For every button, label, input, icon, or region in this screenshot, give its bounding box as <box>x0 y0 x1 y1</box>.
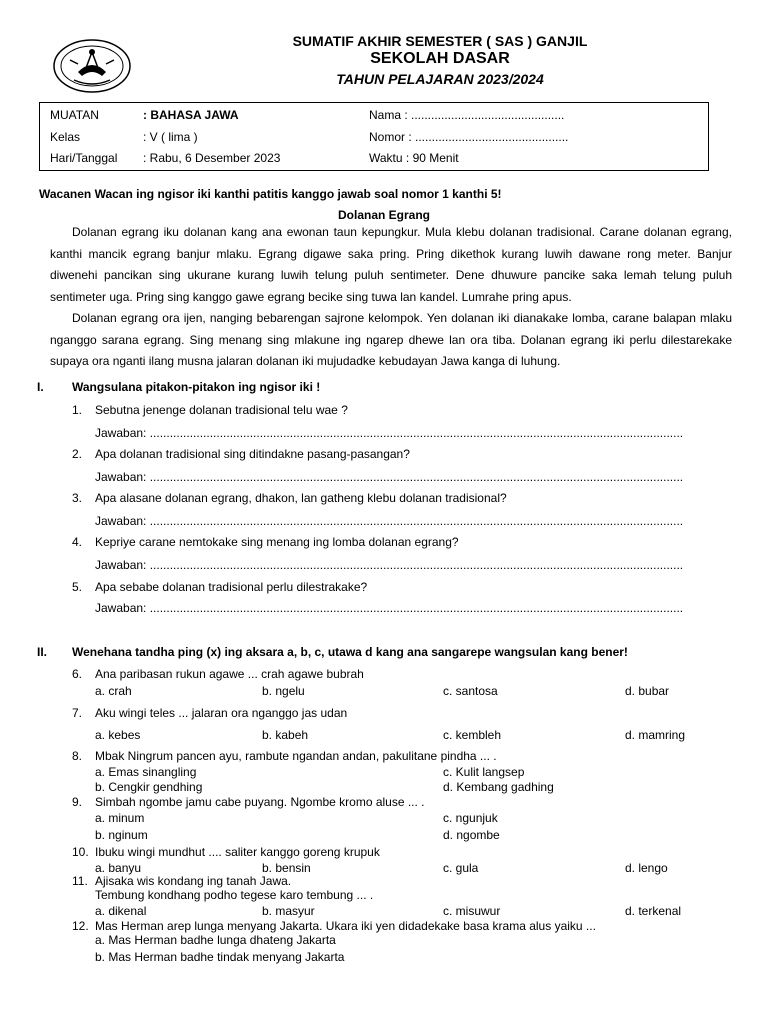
question-number: 10. <box>72 845 89 859</box>
question-text: Mbak Ningrum pancen ayu, rambute ngandan andan, pakulitane pindha ... . <box>95 749 497 763</box>
option-a[interactable]: a. crah <box>95 684 132 698</box>
question-text: Apa dolanan tradisional sing ditindakne pasang-pasangan? <box>95 447 410 461</box>
question-text: Sebutna jenenge dolanan tradisional telu wae ? <box>95 403 348 417</box>
answer-line[interactable]: Jawaban: ................................................................................................................................................................ <box>95 470 684 484</box>
question-text: Ibuku wingi mundhut .... saliter kanggo goreng krupuk <box>95 845 380 859</box>
section-1-number: I. <box>37 380 44 394</box>
answer-line[interactable]: Jawaban: ................................................................................................................................................................ <box>95 514 684 528</box>
question-text: Ajisaka wis kondang ing tanah Jawa. <box>95 874 292 888</box>
hari-label: Hari/Tanggal <box>50 151 118 165</box>
option-b[interactable]: b. nginum <box>95 828 148 842</box>
question-number: 6. <box>72 667 83 681</box>
option-b[interactable]: b. ngelu <box>262 684 305 698</box>
option-a[interactable]: a. Emas sinangling <box>95 765 197 779</box>
question-text: Apa sebabe dolanan tradisional perlu dilestrakake? <box>95 580 368 594</box>
hari-value: : Rabu, 6 Desember 2023 <box>143 151 281 165</box>
answer-line[interactable]: Jawaban: ................................................................................................................................................................ <box>95 558 684 572</box>
question-number: 1. <box>72 403 83 417</box>
nomor-field[interactable]: Nomor : .............................................. <box>369 130 569 144</box>
option-d[interactable]: d. ngombe <box>443 828 500 842</box>
reading-instruction: Wacanen Wacan ing ngisor iki kanthi patitis kanggo jawab soal nomor 1 kanthi 5! <box>39 187 502 201</box>
section-2-number: II. <box>37 645 48 659</box>
option-c[interactable]: c. Kulit langsep <box>443 765 525 779</box>
question-text: Aku wingi teles ... jalaran ora nganggo jas udan <box>95 706 348 720</box>
option-c[interactable]: c. misuwur <box>443 904 501 918</box>
reading-paragraph-1: Dolanan egrang iku dolanan kang ana ewonan taun kepungkur. Mula klebu dolanan tradisional. Carane dolanan egrang, kanthi mancik egrang banjur mlaku. Egrang digawe saka pring. Pring dikethok kurang luwih dawane rong meter. Banjur diwenehi pancikan sing ukurane kurang luwih telung puluh sentimeter. Dene dhuwure pancike saka lemah telung puluh sentimeter uga. Pring sing kanggo gawe egrang becike sing tuwa lan kandel. Lumrahe pring apus. <box>50 225 732 304</box>
question-number: 11. <box>72 874 88 888</box>
waktu-field: Waktu : 90 Menit <box>369 151 459 165</box>
option-b[interactable]: b. Mas Herman badhe tindak menyang Jakarta <box>95 950 345 964</box>
question-number: 2. <box>72 447 83 461</box>
answer-line[interactable]: Jawaban: ................................................................................................................................................................ <box>95 426 684 440</box>
option-a[interactable]: a. Mas Herman badhe lunga dhateng Jakarta <box>95 933 336 947</box>
option-a[interactable]: a. banyu <box>95 861 142 875</box>
section-1-title: Wangsulana pitakon-pitakon ing ngisor iki ! <box>72 380 321 394</box>
question-number: 7. <box>72 706 83 720</box>
question-text: Apa alasane dolanan egrang, dhakon, lan gatheng klebu dolanan tradisional? <box>95 491 507 505</box>
kelas-value: : V ( lima ) <box>143 130 198 144</box>
answer-line[interactable]: Jawaban: ................................................................................................................................................................ <box>95 601 684 615</box>
option-a[interactable]: a. dikenal <box>95 904 147 918</box>
question-text: Simbah ngombe jamu cabe puyang. Ngombe kromo aluse ... . <box>95 795 425 809</box>
question-number: 4. <box>72 535 83 549</box>
nama-field[interactable]: Nama : .............................................. <box>369 108 565 122</box>
option-c[interactable]: c. ngunjuk <box>443 811 498 825</box>
question-number: 3. <box>72 491 83 505</box>
option-d[interactable]: d. lengo <box>625 861 668 875</box>
option-c[interactable]: c. santosa <box>443 684 498 698</box>
option-c[interactable]: c. kembleh <box>443 728 502 742</box>
muatan-value: : BAHASA JAWA <box>143 108 239 122</box>
exam-title: SUMATIF AKHIR SEMESTER ( SAS ) GANJIL <box>292 33 588 49</box>
option-a[interactable]: a. minum <box>95 811 145 825</box>
question-text: Mas Herman arep lunga menyang Jakarta. Ukara iki yen didadekake basa krama alus yaiku ... <box>95 919 596 933</box>
option-a[interactable]: a. kebes <box>95 728 141 742</box>
option-c[interactable]: c. gula <box>443 861 479 875</box>
option-b[interactable]: b. kabeh <box>262 728 309 742</box>
tut-wuri-handayani-logo <box>52 38 132 94</box>
school-level: SEKOLAH DASAR <box>370 50 510 67</box>
option-d[interactable]: d. mamring <box>625 728 686 742</box>
question-number: 12. <box>72 919 89 933</box>
question-number: 8. <box>72 749 83 763</box>
option-d[interactable]: d. terkenal <box>625 904 682 918</box>
question-number: 9. <box>72 795 83 809</box>
option-b[interactable]: b. bensin <box>262 861 311 875</box>
question-text: Kepriye carane nemtokake sing menang ing lomba dolanan egrang? <box>95 535 459 549</box>
section-2-title: Wenehana tandha ping (x) ing aksara a, b, c, utawa d kang ana sangarepe wangsulan kang bener! <box>72 645 628 659</box>
question-text: Ana paribasan rukun agawe ... crah agawe bubrah <box>95 667 364 681</box>
reading-title: Dolanan Egrang <box>337 208 430 222</box>
option-b[interactable]: b. Cengkir gendhing <box>95 780 203 794</box>
option-d[interactable]: d. bubar <box>625 684 670 698</box>
muatan-label: MUATAN <box>50 108 99 122</box>
option-d[interactable]: d. Kembang gadhing <box>443 780 554 794</box>
school-year: TAHUN PELAJARAN 2023/2024 <box>336 71 544 87</box>
question-text-line-2: Tembung kondhang podho tegese karo tembung ... . <box>95 888 374 902</box>
reading-paragraph-2: Dolanan egrang ora ijen, nanging bebarengan sajrone kelompok. Yen dolanan iki dianakake lomba, carane balapan mlaku nganggo sarana egrang. Sing menang sing mlakune ing ngarep dhewe lan ora tiba. Dolanan egrang iki perlu dilestarekake supaya ora nganti ilang musna jalaran dolanan iki mujudadke kebudayan Jawa kanga di luhung. <box>50 311 732 368</box>
reading-passage <box>50 222 732 373</box>
kelas-label: Kelas <box>50 130 81 144</box>
question-number: 5. <box>72 580 83 594</box>
option-b[interactable]: b. masyur <box>262 904 315 918</box>
